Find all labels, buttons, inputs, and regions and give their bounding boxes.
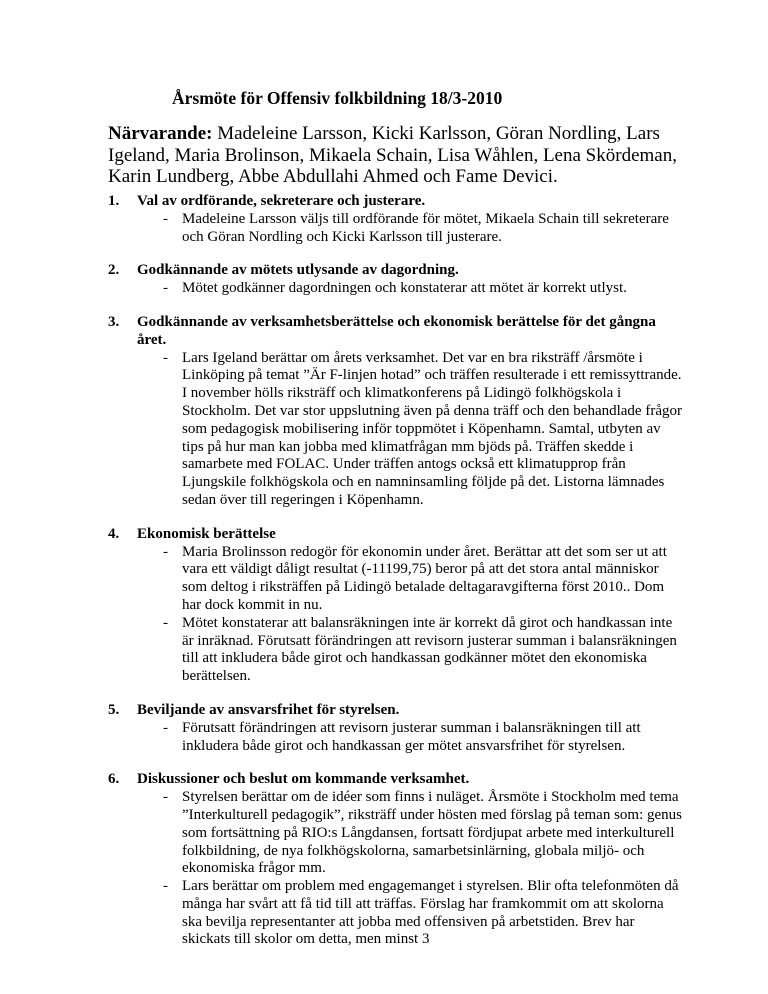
attendees-names: Madeleine Larsson, Kicki Karlsson, Göran Nordling, Lars Igeland, Maria Brolinson, Mikaela Schain, Lisa Wåhlen, Lena Skördeman, Karin Lundberg, Abbe Abdullahi Ahmed och Fame Devici.	[108, 123, 677, 187]
attendees-label: Närvarande:	[108, 123, 213, 144]
bullet-point	[137, 211, 683, 247]
agenda-item-bullets	[137, 544, 683, 686]
agenda-item-number: 3.	[108, 313, 120, 330]
document-title: Årsmöte för Offensiv folkbildning 18/3-2010	[172, 88, 503, 108]
agenda-item-number: 1.	[108, 193, 120, 209]
bullet-text: Mötet godkänner dagordningen och konstaterar att mötet är korrekt utlyst.	[182, 280, 627, 297]
bullet-point	[137, 615, 683, 686]
agenda-item	[108, 262, 683, 298]
dash-icon: -	[163, 878, 168, 895]
bullet-text: Lars berättar om problem med engagemanget i styrelsen. Blir ofta telefonmöten då många har svårt att få tid till att träffas. Förslag har framkommit om att skolorna ska bevilja representanter att jobba med offensiven på arbetstiden. Brev har skickats till skolor om detta, men minst 3	[182, 878, 679, 948]
agenda-item-number: 2.	[108, 262, 120, 279]
agenda-item-number: 4.	[108, 525, 120, 542]
bullet-point	[137, 280, 683, 298]
bullet-text: Maria Brolinsson redogör för ekonomin under året. Berättar att det som ser ut att vara ett väldigt dåligt resultat (-11199,75) beror på att det stora antal människor som deltog i riksträffen på Lidingö betalade deltagaravgifterna först 2010.. Dom har dock kommit in nu.	[182, 543, 667, 613]
agenda-item-bullets	[137, 350, 683, 510]
attendees-paragraph	[108, 123, 708, 188]
agenda-item-bullets	[137, 720, 683, 756]
dash-icon: -	[163, 543, 168, 560]
bullet-text: Styrelsen berättar om de idéer som finns i nuläget. Årsmöte i Stockholm med tema ”Interkulturell pedagogik”, riksträff under hösten med förslag på teman som: genus som fortsättning på RIO:s Långdansen, fortsatt fördjupat arbete med interkulturell folkbildning, de nya folkhögskolorna, samarbetsinlärning, globala miljö- och ekonomiska frågor mm.	[182, 789, 682, 877]
dash-icon: -	[163, 210, 168, 227]
dash-icon: -	[163, 719, 168, 736]
agenda-item-heading: Ekonomisk berättelse	[137, 525, 276, 542]
agenda-item-number: 5.	[108, 701, 120, 718]
agenda-item-heading: Diskussioner och beslut om kommande verksamhet.	[137, 771, 470, 788]
agenda-item-heading: Godkännande av mötets utlysande av dagordning.	[137, 262, 459, 279]
agenda-item	[108, 526, 683, 686]
bullet-text: Mötet konstaterar att balansräkningen inte är korrekt då girot och handkassan inte är inräknad. Förutsatt förändringen att revisorn justerar summan i balansräkningen till att inkludera både girot och handkassan godkänner mötet den ekonomiska berättelsen.	[182, 614, 677, 685]
bullet-point	[137, 350, 683, 510]
dash-icon: -	[163, 789, 168, 806]
bullet-point	[137, 720, 683, 756]
agenda-item-heading: Val av ordförande, sekreterare och justerare.	[137, 193, 426, 209]
bullet-point	[137, 789, 683, 878]
agenda-item-heading: Beviljande av ansvarsfrihet för styrelsen.	[137, 701, 400, 718]
dash-icon: -	[163, 280, 168, 297]
dash-icon: -	[163, 349, 168, 366]
agenda-item-bullets	[137, 280, 683, 298]
agenda-item	[108, 314, 683, 510]
agenda-item-heading: Godkännande av verksamhetsberättelse och ekonomisk berättelse för det gångna året.	[137, 313, 656, 348]
agenda-item-number: 6.	[108, 771, 120, 788]
bullet-point	[137, 878, 683, 949]
bullet-text: Madeleine Larsson väljs till ordförande för mötet, Mikaela Schain till sekreterare och Göran Nordling och Kicki Karlsson till justerare.	[182, 210, 669, 245]
agenda-item	[108, 771, 683, 949]
bullet-text: Förutsatt förändringen att revisorn justerar summan i balansräkningen till att inkludera både girot och handkassan ger mötet ansvarsfrihet för styrelsen.	[182, 719, 641, 754]
agenda-list	[108, 193, 683, 965]
agenda-item	[108, 193, 683, 246]
bullet-point	[137, 544, 683, 615]
agenda-item-bullets	[137, 789, 683, 949]
bullet-text: Lars Igeland berättar om årets verksamhet. Det var en bra riksträff /årsmöte i Linköping på temat ”Är F-linjen hotad” och träffen resulterade i ett remissyttrande. I november hölls riksträff och klimatkonferens på Lidingö folkhögskola i Stockholm. Det var stor uppslutning även på denna träff och den behandlade frågor som pedagogisk mobilisering inför toppmötet i Köpenhamn. Samtal, utbyten av tips på hur man kan jobba med klimatfrågan mm bjöds på. Träffen skedde i samarbete med FOLAC. Under träffen antogs också ett klimatupprop från Ljungskile folkhögskola och en namninsamling följde på det. Listorna lämnades sedan över till regeringen i Köpenhamn.	[182, 349, 682, 508]
dash-icon: -	[163, 614, 168, 631]
agenda-item-bullets	[137, 211, 683, 247]
agenda-item	[108, 702, 683, 755]
